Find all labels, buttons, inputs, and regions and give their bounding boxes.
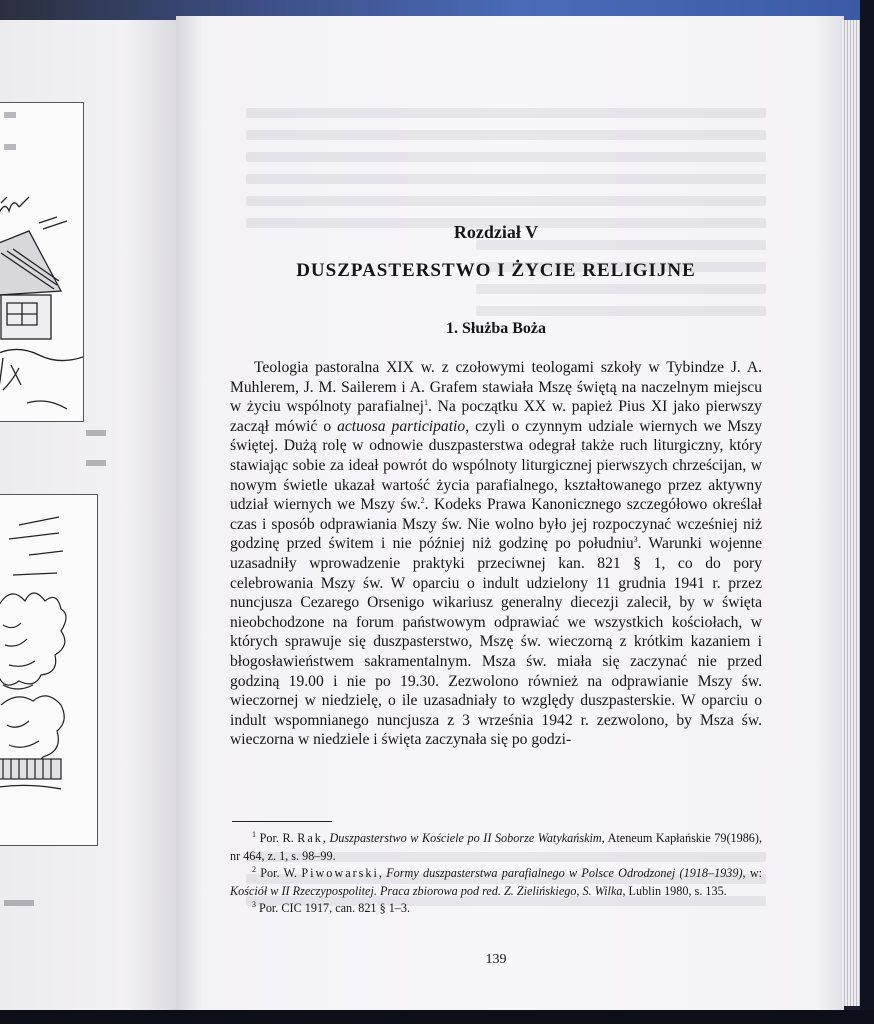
footnote-number: 1 <box>252 829 256 839</box>
left-page-text-fragment <box>4 900 34 906</box>
footnote-text: , w: <box>742 866 763 880</box>
illustration-frame-bottom <box>0 494 98 846</box>
paragraph-text: Teologia pastoralna XIX w. z czołowymi teologami szkoły w Tybindze J. A. Muhlerem, J. M. Sailerem i A. Grafem stawiała Mszę świętą na naczelnym miejscu w życiu wspólnoty parafialnej <box>230 359 762 416</box>
bleed-through-text <box>476 306 766 316</box>
footnote-text: , Ateneum Kapłańskie 79(1986), nr 464, z. 1, s. 98–99. <box>230 831 762 863</box>
footnote-title: Duszpasterstwo w Kościele po II Soborze Watykańskim <box>329 831 602 845</box>
footnote-1 <box>230 830 762 865</box>
section-title: 1. Służba Boża <box>445 320 546 337</box>
footnote-author: Piwowarski <box>301 866 379 880</box>
left-page-text-fragment <box>4 144 16 150</box>
footnote-text: , Lublin 1980, s. 135. <box>622 883 727 898</box>
footnote-ref-3[interactable]: 3 <box>633 535 638 545</box>
footnote-3 <box>230 900 762 918</box>
bleed-through-text <box>246 108 766 118</box>
part-title: DUSZPASTERSTWO I ŻYCIE RELIGIJNE <box>296 260 696 281</box>
house-illustration <box>0 103 83 421</box>
footnote-text: , <box>378 866 387 880</box>
footnote-author: Rak <box>297 831 323 845</box>
paragraph-text: . Na początku XX w. papież Pius XI jako pierwszy zaczął mówić o <box>230 398 762 435</box>
bleed-through-text <box>246 196 766 206</box>
footnote-text: Por. R. <box>256 831 298 845</box>
footnote-text: Por. CIC 1917, can. 821 § 1–3. <box>256 901 411 915</box>
paragraph-text: . Warunki wojenne uzasadniły wprowadzenie praktyki przeciwnej kan. 821 § 1, co do pory celebrowania Mszy św. W oparciu o indult udzielony 11 grudnia 1941 r. przez nuncjusza Cezarego Orsenigo wikariusz generalny diecezji zalecił, by w święta nieobchodzone na forum państwowym odprawiać we wszystkich kościołach, w których sprawuje się duszpasterstwo, Mszę św. wieczorną z krótkim kazaniem i błogosławieństwem sakramentalnym. Msza św. miała się zaczynać nie przed godziną 19.00 i nie po 19.30. Zezwolono również na odprawianie Mszy św. wieczornej w niedzielę, o ile uzasadniały to względy duszpasterskie. W oparciu o indult wspomnianego nuncjusza z 3 września 1942 r. zezwolono, by Msza św. wieczorna w niedziele i święta zaczynała się po godzi- <box>230 535 763 749</box>
footnote-number: 3 <box>252 899 256 909</box>
page-edges <box>842 20 860 1006</box>
scan-background-right <box>860 0 874 1024</box>
illustration-frame-top <box>0 102 84 422</box>
scan-background-bottom <box>0 1010 874 1024</box>
footnote-title: Formy duszpasterstwa parafialnego w Polsce Odrodzonej (1918–1939) <box>386 866 743 880</box>
paragraph-text: , czyli o czynnym udziale wiernych we Mszy świętej. Dużą rolę w odnowie duszpasterstwa odegrał także ruch liturgiczny, który stawiając sobie za ideał powrót do wspólnoty liturgicznej pierwszych chrześcijan, w nowym świetle ukazał wartość życia parafialnego, kształtowanego przez aktywny udział wiernych we Mszy św. <box>230 417 763 514</box>
footnote-ref-1[interactable]: 1 <box>423 398 428 407</box>
tree-illustration <box>0 495 97 845</box>
footnote-divider <box>232 821 332 822</box>
footnote-2 <box>230 865 762 900</box>
left-page-text-fragment <box>86 430 106 436</box>
left-page <box>0 20 180 1010</box>
paragraph-text: . Kodeks Prawa Kanonicznego szczegółowo określał czas i sposób odprawiania Mszy św. Nie wolno było jej rozpoczynać wcześniej niż godzinę przed świtem i nie później niż godzinę po południu <box>230 496 763 553</box>
footnote-text: , <box>322 831 330 845</box>
footnote-ref-2[interactable]: 2 <box>420 495 425 505</box>
footnote-title: Kościół w II Rzeczypospolitej. Praca zbiorowa pod red. Z. Zielińskiego, S. Wilka <box>230 883 623 898</box>
bleed-through-text <box>476 284 766 294</box>
chapter-heading: Rozdział V <box>453 222 539 242</box>
bleed-through-text <box>246 130 766 140</box>
left-page-text-fragment <box>86 460 106 466</box>
body-paragraph <box>230 358 762 750</box>
footnote-number: 2 <box>252 864 256 874</box>
left-page-text-fragment <box>4 112 16 118</box>
footnotes <box>230 830 762 918</box>
footnote-text: Por. W. <box>256 866 302 880</box>
bleed-through-text <box>246 152 766 162</box>
bleed-through-text <box>246 174 766 184</box>
page-number: 139 <box>485 952 507 967</box>
paragraph-italic: actuosa participatio <box>337 417 466 435</box>
